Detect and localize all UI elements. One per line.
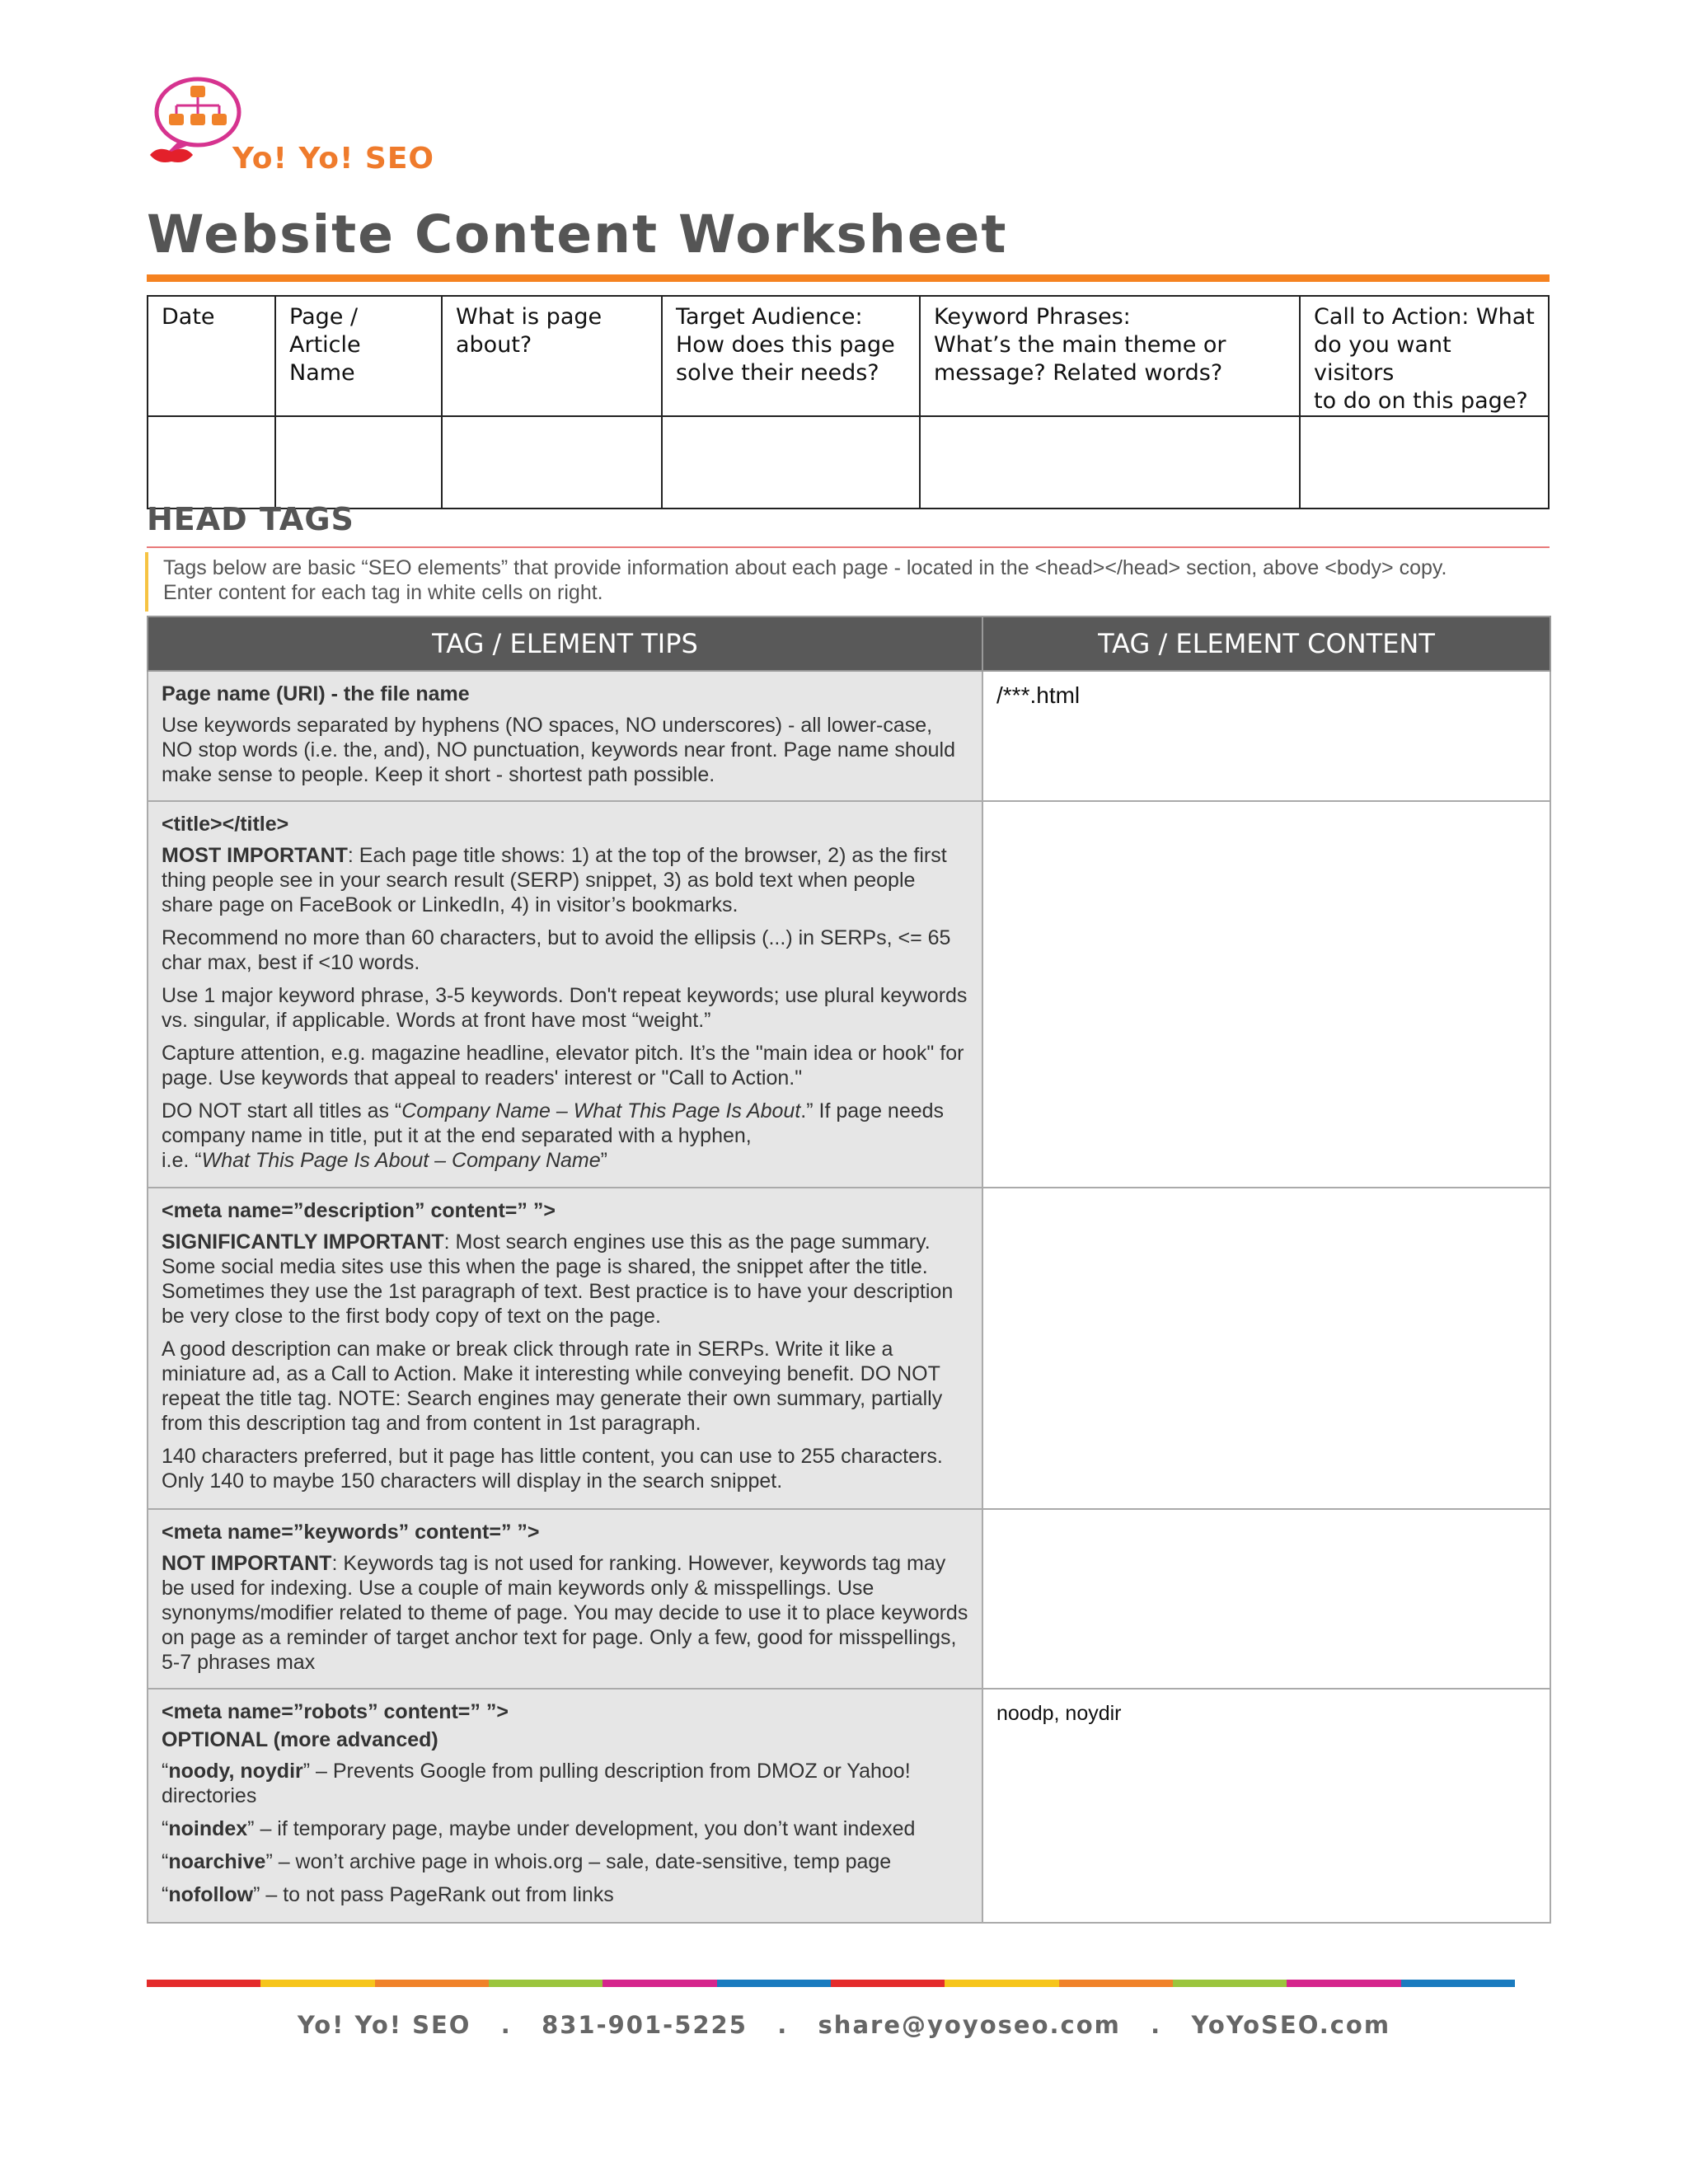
footer-color-segment	[260, 1980, 374, 1987]
col-header-content: TAG / ELEMENT CONTENT	[982, 616, 1550, 671]
content-cell-page-name[interactable]: /***.html	[982, 671, 1550, 801]
tip-text: “noindex” – if temporary page, maybe under development, you don’t want indexed	[162, 1817, 916, 1840]
tip-text: Capture attention, e.g. magazine headline, elevator pitch. It’s the "main idea or hook" for page. Use keywords that appeal to readers' interest or "Call to Action."	[162, 1042, 964, 1090]
tip-cell-page-name	[148, 671, 982, 801]
col-header-page-about: What is page about?	[442, 296, 662, 416]
tip-text: 140 characters preferred, but it page has little content, you can use to 255 characters. Only 140 to maybe 150 characters will display in the search snippet.	[162, 1445, 943, 1493]
tip-cell-title	[148, 801, 982, 1188]
tip-text: SIGNIFICANTLY IMPORTANT: Most search engines use this as the page summary. Some social media sites use this when the page is shared, the snippet after the title. Sometimes they use the 1st paragraph of text. Best practice is to have your description be very close to the first body copy of text on the page.	[162, 1230, 954, 1328]
page-about-cell[interactable]	[442, 416, 662, 509]
planning-header-row	[148, 296, 1549, 416]
col-header-call-to-action: Call to Action: What do you want visitors to do on this page?	[1300, 296, 1549, 416]
tag-title: <meta name=”keywords” content=” ”>	[162, 1521, 540, 1544]
footer-phone: 831-901-5225	[542, 2011, 748, 2039]
tip-text: NOT IMPORTANT: Keywords tag is not used for ranking. However, keywords tag may be used for indexing. Use a couple of main keywords only & misspellings. Use synonyms/modifier related to theme of page. You may decide to use it to place keywords on page as a reminder of target anchor text for page. Only a few, good for misspellings, 5-7 phrases max	[162, 1552, 968, 1674]
head-tags-intro	[145, 552, 1546, 612]
date-cell[interactable]	[148, 416, 275, 509]
content-cell-description[interactable]	[982, 1188, 1550, 1509]
col-header-date: Date	[148, 296, 275, 416]
footer-color-segment	[945, 1980, 1058, 1987]
tip-text: MOST IMPORTANT: Each page title shows: 1) at the top of the browser, 2) as the first thing people see in your search result (SERP) snippet, 3) as bold text when people share page on FaceBook or LinkedIn, 4) in visitor’s bookmarks.	[162, 844, 947, 916]
table-row	[148, 1689, 1550, 1923]
page-title: Website Content Worksheet	[147, 204, 1008, 265]
footer-color-segment	[831, 1980, 945, 1987]
tag-title: <title></title>	[162, 813, 289, 836]
footer-color-bar	[147, 1980, 1515, 1987]
footer-color-segment	[1059, 1980, 1173, 1987]
footer-contact	[0, 2011, 1688, 2039]
keyword-phrases-cell[interactable]	[920, 416, 1300, 509]
footer-color-segment	[603, 1980, 716, 1987]
footer-separator: .	[1151, 2011, 1162, 2039]
table-row	[148, 671, 1550, 801]
tip-text: Use 1 major keyword phrase, 3-5 keywords. Don't repeat keywords; use plural keywords vs. singular, if applicable. Words at front have most “weight.”	[162, 984, 968, 1032]
table-row	[148, 801, 1550, 1188]
tag-title: <meta name=”robots” content=” ”>	[162, 1700, 509, 1723]
tip-text: “nofollow” – to not pass PageRank out from links	[162, 1883, 614, 1906]
footer-color-segment	[489, 1980, 603, 1987]
tip-cell-description	[148, 1188, 982, 1509]
col-header-page-name: Page / Article Name	[275, 296, 442, 416]
footer-color-segment	[147, 1980, 260, 1987]
call-to-action-cell[interactable]	[1300, 416, 1549, 509]
content-cell-robots[interactable]: noodp, noydir	[982, 1689, 1550, 1923]
intro-line-2: Enter content for each tag in white cells on right.	[163, 581, 603, 604]
table-row	[148, 1188, 1550, 1509]
table-row	[148, 1509, 1550, 1689]
head-tags-divider	[147, 546, 1550, 548]
tag-title: Page name (URI) - the file name	[162, 682, 470, 705]
tip-text: “noarchive” – won’t archive page in whois.org – sale, date-sensitive, temp page	[162, 1850, 892, 1873]
footer-separator: .	[500, 2011, 512, 2039]
footer-color-segment	[1173, 1980, 1287, 1987]
tip-text: “noody, noydir” – Prevents Google from pulling description from DMOZ or Yahoo! directories	[162, 1760, 911, 1807]
footer-color-segment	[375, 1980, 489, 1987]
head-tags-heading: HEAD TAGS	[147, 501, 354, 537]
content-cell-title[interactable]	[982, 801, 1550, 1188]
tip-text: Recommend no more than 60 characters, but to avoid the ellipsis (...) in SERPs, <= 65 char max, best if <10 words.	[162, 926, 951, 974]
tag-title: <meta name=”description” content=” ”>	[162, 1199, 556, 1222]
tip-text: A good description can make or break click through rate in SERPs. Write it like a miniature ad, as a Call to Action. Make it interesting while conveying benefit. DO NOT repeat the title tag. NOTE: Search engines may generate their own summary, partially from this description tag and from content in 1st paragraph.	[162, 1338, 943, 1435]
footer-website-link[interactable]: YoYoSEO.com	[1191, 2011, 1391, 2039]
head-tags-table	[147, 616, 1551, 1924]
tag-subtitle: OPTIONAL (more advanced)	[162, 1728, 438, 1751]
page-name-cell[interactable]	[275, 416, 442, 509]
footer-separator: .	[777, 2011, 789, 2039]
footer-color-segment	[717, 1980, 831, 1987]
intro-line-1: Tags below are basic “SEO elements” that provide information about each page - located in the <head></head> section, above <body> copy.	[163, 556, 1447, 579]
tip-text: DO NOT start all titles as “Company Name – What This Page Is About.” If page needs company name in title, put it at the end separated with a hyphen, i.e. “What This Page Is About – Company Name”	[162, 1099, 945, 1172]
title-divider	[147, 274, 1550, 282]
col-header-keyword-phrases: Keyword Phrases: What’s the main theme or message? Related words?	[920, 296, 1300, 416]
col-header-target-audience: Target Audience: How does this page solve their needs?	[662, 296, 920, 416]
tip-cell-keywords	[148, 1509, 982, 1689]
footer-email-link[interactable]: share@yoyoseo.com	[818, 2011, 1121, 2039]
page-planning-table	[147, 295, 1550, 509]
planning-entry-row	[148, 416, 1549, 509]
tags-header-row	[148, 616, 1550, 671]
content-cell-keywords[interactable]	[982, 1509, 1550, 1689]
tip-cell-robots	[148, 1689, 982, 1923]
footer-color-segment	[1401, 1980, 1515, 1987]
logo-brand-text: Yo! Yo! SEO	[232, 142, 435, 176]
col-header-tips: TAG / ELEMENT TIPS	[148, 616, 982, 671]
tip-text: Use keywords separated by hyphens (NO spaces, NO underscores) - all lower-case, NO stop words (i.e. the, and), NO punctuation, keywords near front. Page name should make sense to people. Keep it short - shortest path possible.	[162, 714, 956, 786]
footer-brand: Yo! Yo! SEO	[297, 2011, 471, 2039]
footer-color-segment	[1287, 1980, 1400, 1987]
target-audience-cell[interactable]	[662, 416, 920, 509]
